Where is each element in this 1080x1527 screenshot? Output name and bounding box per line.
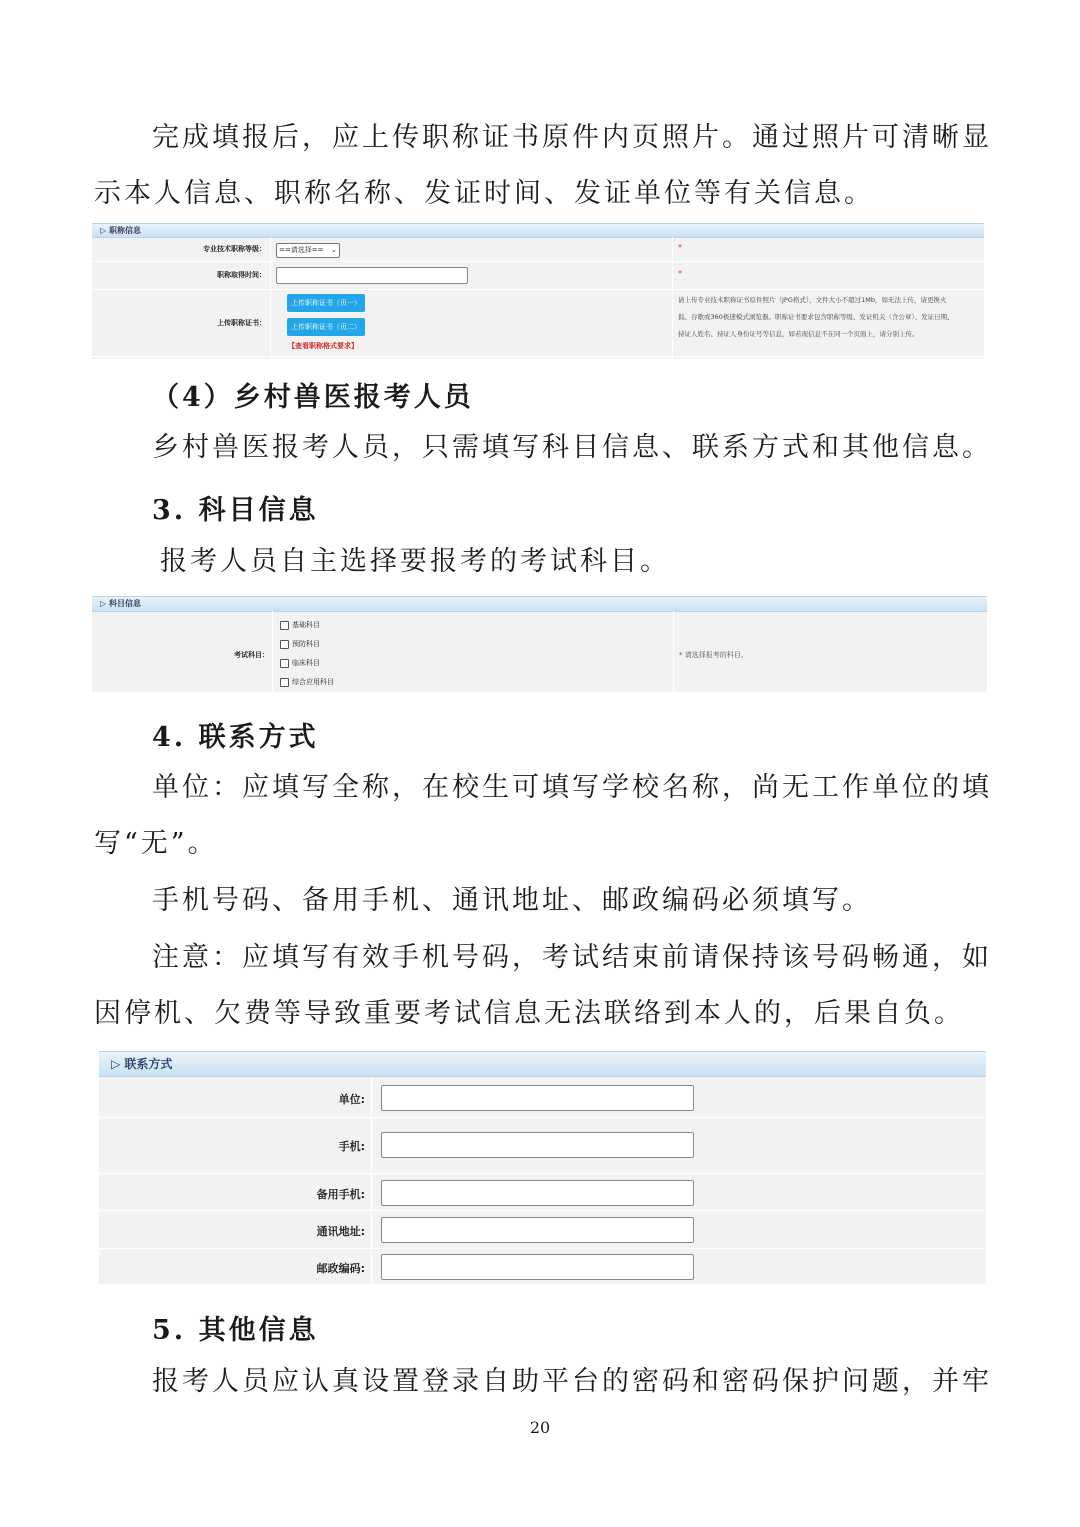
subject-option-clinical[interactable] (280, 658, 320, 668)
paragraph-note-line1: 注意：应填写有效手机号码，考试结束前请保持该号码畅通，如 (152, 942, 992, 973)
paragraph-subject: 报考人员自主选择要报考的考试科目。 (160, 546, 670, 577)
subject-option-basic[interactable] (280, 620, 320, 630)
mobile-label: 手机: (338, 1140, 365, 1153)
paragraph-phone: 手机号码、备用手机、通讯地址、邮政编码必须填写。 (152, 885, 872, 916)
upload-cert-page1-button[interactable]: 上传职称证书（页一） (287, 294, 365, 312)
heading-subject-info: 3. 科目信息 (152, 495, 319, 526)
address-label: 通讯地址: (316, 1225, 365, 1238)
title-cert-row (92, 290, 984, 357)
paragraph-vet: 乡村兽医报考人员，只需填写科目信息、联系方式和其他信息。 (152, 432, 992, 463)
upload-cert-page2-button[interactable]: 上传职称证书（页二） (287, 318, 365, 336)
postcode-input[interactable] (381, 1254, 694, 1280)
title-time-required: * (678, 269, 682, 278)
arrow-icon: ▷ (100, 226, 107, 235)
title-info-header-label: 职称信息 (108, 226, 141, 235)
cert-note-line1: 请上传专业技术职称证书原件照片（JPG格式），文件大小不超过1Mb，如无法上传，请更换火 (678, 296, 947, 304)
subject-option-label: 临床科目 (292, 659, 320, 667)
paragraph-unit-line1: 单位：应填写全称，在校生可填写学校名称，尚无工作单位的填 (152, 772, 992, 803)
cert-note-line2: 狐、谷歌或360极速模式浏览器。职称证书要求包含职称等级、发证机关（含公章）、发证日期、 (678, 313, 954, 321)
title-time-label: 职称取得时间： (217, 271, 266, 279)
contact-panel (99, 1051, 986, 1284)
cert-note-line3: 持证人姓名、持证人身份证号等信息，如若现信息不在同一个页面上，请分别上传。 (678, 330, 919, 338)
postcode-label: 邮政编码: (316, 1262, 365, 1275)
subject-option-label: 预防科目 (292, 640, 320, 648)
subject-option-comprehensive[interactable] (280, 677, 334, 687)
title-time-row (92, 262, 984, 290)
title-level-select-value: ==请选择== (279, 246, 324, 254)
arrow-icon: ▷ (100, 599, 107, 608)
backup-mobile-input[interactable] (381, 1180, 694, 1206)
title-info-header (92, 223, 984, 238)
contact-row-mobile (99, 1118, 986, 1174)
address-input[interactable] (381, 1217, 694, 1243)
title-level-select[interactable] (276, 243, 340, 258)
paragraph-upload-line1: 完成填报后，应上传职称证书原件内页照片。通过照片可清晰显 (152, 122, 992, 153)
checkbox[interactable] (280, 678, 289, 687)
contact-header (99, 1051, 986, 1077)
subject-info-header (92, 596, 987, 612)
title-level-label: 专业技术职称等级： (203, 245, 266, 253)
checkbox[interactable] (280, 640, 289, 649)
heading-other-info: 5. 其他信息 (152, 1315, 319, 1346)
subject-option-label: 综合应用科目 (292, 678, 334, 686)
subject-option-label: 基础科目 (292, 621, 320, 629)
title-level-required: * (678, 243, 682, 252)
heading-contact: 4. 联系方式 (152, 722, 319, 753)
subject-option-prevention[interactable] (280, 639, 320, 649)
paragraph-other-line1: 报考人员应认真设置登录自助平台的密码和密码保护问题，并牢 (152, 1366, 992, 1397)
paragraph-note-line2: 因停机、欠费等导致重要考试信息无法联络到本人的，后果自负。 (94, 998, 964, 1029)
chevron-down-icon: ⌄ (331, 246, 337, 254)
mobile-input[interactable] (381, 1132, 694, 1158)
unit-label: 单位: (338, 1093, 365, 1106)
subject-info-header-label: 科目信息 (108, 599, 141, 608)
format-requirements-link[interactable]: 【查看职称格式要求】 (288, 342, 358, 350)
subject-info-panel (92, 596, 987, 692)
exam-subject-label: 考试科目： (234, 651, 269, 659)
contact-row-postcode (99, 1249, 986, 1284)
title-level-row (92, 237, 984, 262)
contact-row-unit (99, 1077, 986, 1118)
checkbox[interactable] (280, 659, 289, 668)
heading-vet-applicants: （4）乡村兽医报考人员 (152, 382, 474, 413)
paragraph-unit-line2: 写“无”。 (94, 828, 218, 859)
page-number: 20 (529, 1418, 551, 1437)
title-info-panel (92, 223, 984, 359)
arrow-icon: ▷ (111, 1057, 121, 1071)
checkbox[interactable] (280, 621, 289, 630)
subject-hint: * 请选择报考的科目。 (679, 651, 748, 659)
contact-header-label: 联系方式 (124, 1057, 173, 1071)
paragraph-upload-line2: 示本人信息、职称名称、发证时间、发证单位等有关信息。 (94, 178, 874, 209)
title-time-input[interactable] (276, 267, 468, 284)
contact-row-address (99, 1211, 986, 1249)
contact-row-backup-mobile (99, 1174, 986, 1211)
backup-mobile-label: 备用手机: (316, 1188, 365, 1201)
unit-input[interactable] (381, 1085, 694, 1111)
title-cert-label: 上传职称证书： (217, 319, 266, 327)
